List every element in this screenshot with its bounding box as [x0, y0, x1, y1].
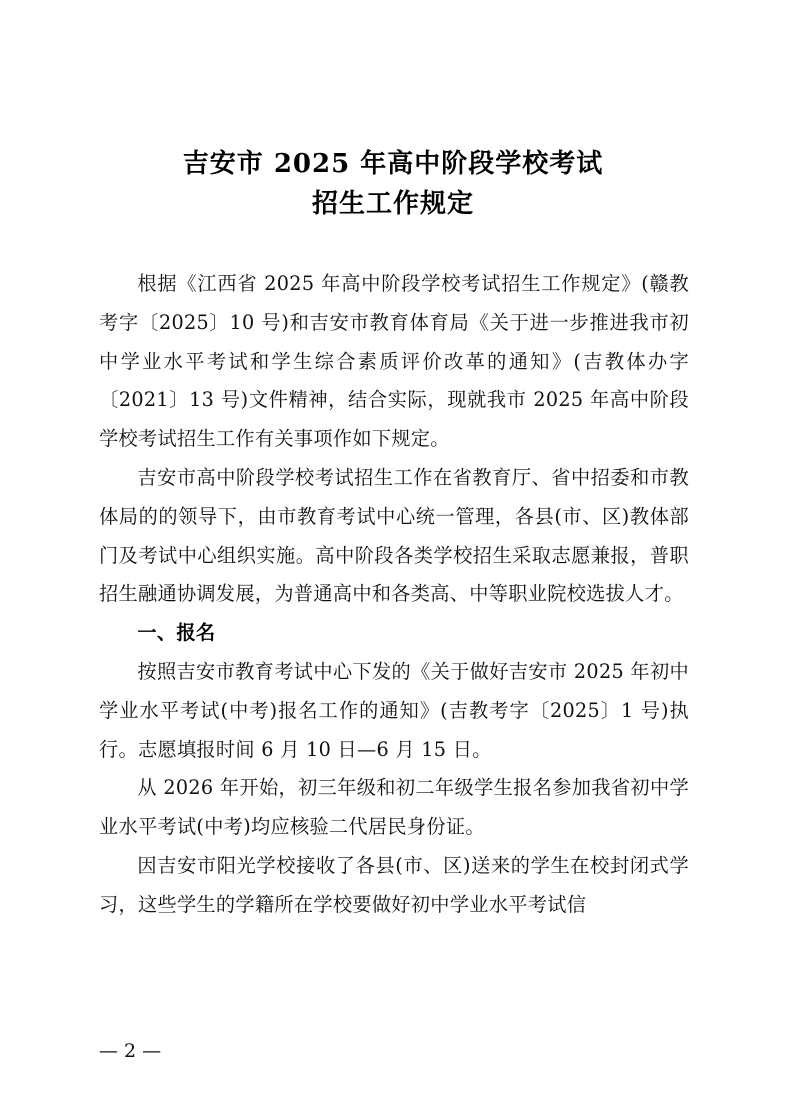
paragraph-organization: 吉安市高中阶段学校考试招生工作在省教育厅、省中招委和市教体局的的领导下，由市教育考试中心统一管理，各县(市、区)教体部门及考试中心组织实施。高中阶段各类学校招生采取志愿兼报，普职招生融通协调发展，为普通高中和各类高、中等职业院校选拔人才。	[99, 465, 689, 606]
paragraph-registration-notice: 按照吉安市教育考试中心下发的《关于做好吉安市 2025 年初中学业水平考试(中考)报名工作的通知》(吉教考字〔2025〕1 号)执行。志愿填报时间 6 月 10 日—6 月 15 日。	[99, 659, 689, 761]
document-title-line2: 招生工作规定	[311, 189, 474, 219]
section-heading-registration: 一、报名	[137, 621, 216, 645]
paragraph-basis: 根据《江西省 2025 年高中阶段学校考试招生工作规定》(赣教考字〔2025〕10 号)和吉安市教育体育局《关于进一步推进我市初中学业水平考试和学生综合素质评价改革的通知》(吉教体办字〔2021〕13 号)文件精神，结合实际，现就我市 2025 年高中阶段学校考试招生工作有关事项作如下规定。	[99, 272, 689, 451]
paragraph-sunshine-school: 因吉安市阳光学校接收了各县(市、区)送来的学生在校封闭式学习，这些学生的学籍所在学校要做好初中学业水平考试信	[99, 853, 689, 916]
paragraph-id-verification: 从 2026 年开始，初三年级和初二年级学生报名参加我省初中学业水平考试(中考)均应核验二代居民身份证。	[99, 776, 689, 839]
document-body	[99, 265, 689, 925]
page-number: — 2 —	[99, 1040, 162, 1062]
document-title-line1: 吉安市 2025 年高中阶段学校考试	[182, 149, 604, 179]
